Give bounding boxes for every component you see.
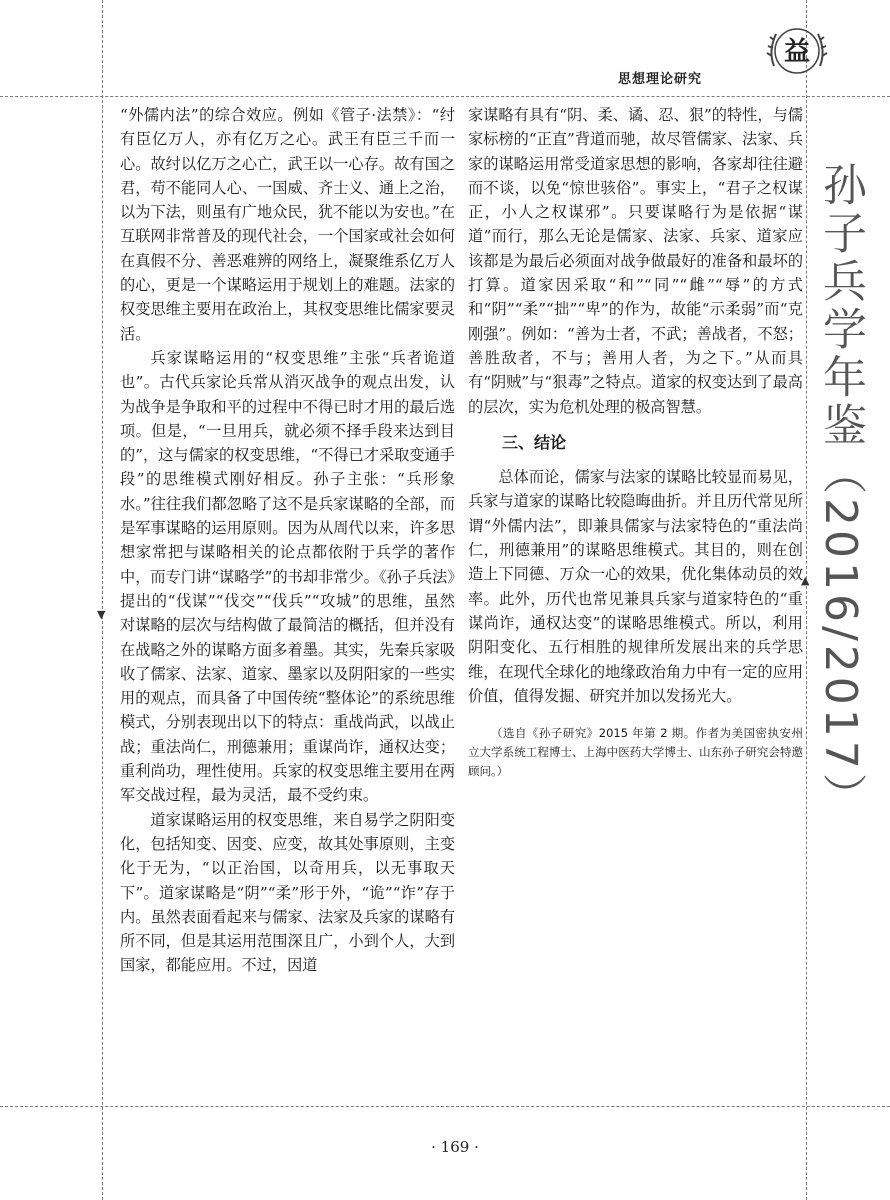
right-margin-guide: [806, 0, 807, 1200]
paragraph-continuation: 家谋略有具有“阴、柔、谲、忍、狠”的特性，与儒家标榜的“正直”背道而驰，故尽管儒家、法家、兵家的谋略运用常受道家思想的影响，各家却往往避而不谈，以免“惊世骇俗”。事实上，“君子之权谋正，小人之权谋邪”。只要谋略行为是依据“谋道”而行，那么无论是儒家、法家、兵家、道家应该都是为最后必须面对战争做最好的准备和最坏的打算。道家因采取“和”“同”“雌”“辱”的方式和“阴”“柔”“拙”“卑”的作为，故能“示柔弱”而“克刚强”。例如：“善为士者，不武；善战者，不怒；善胜敌者，不与；善用人者，为之下。”从而具有“阴贼”与“狠毒”之特点。道家的权变达到了最高的层次，实为危机处理的极高智慧。: [468, 106, 803, 416]
yearbook-side-title: 孙子兵学年鉴（2016/2017）: [815, 162, 866, 821]
paragraph-2: 兵家谋略运用的“权变思维”主张“兵者诡道也”。古代兵家论兵常从消灭战争的观点出发，认为战争是争取和平的过程中不得已时才用的最后选项。但是，“一旦用兵，就必须不择手段来达到目的”，这与儒家的权变思维，“不得已才采取变通手段”的思维模式刚好相反。孙子主张：“兵形象水。”往往我们都忽略了这不是兵家谋略的全部，而是军事谋略的运用原则。因为从周代以来，许多思想家常把与谋略相关的论点都依附于兵学的著作中，而专门讲“谋略学”的书却非常少。《孙子兵法》提出的“伐谋”“伐交”“伐兵”“攻城”的思维，虽然对谋略的层次与结构做了最简洁的概括，但并没有在战略之外的谋略方面多着墨。其实，先秦兵家吸收了儒家、法家、道家、墨家以及阴阳家的一些实用的观点，而具备了中国传统“整体论”的系统思维模式，分别表现出以下的特点：重战尚武，以战止战；重法尚仁，刑德兼用；重谋尚诈，通权达变；重利尚功，理性使用。兵家的权变思维主要用在两军交战过程，最为灵活，最不受约束。: [120, 348, 455, 805]
paragraph-3: 道家谋略运用的权变思维，来自易学之阴阳变化，包括知变、因变、应变，故其处事原则，主变化于无为，“以正治国，以奇用兵，以无事取天下”。道家谋略是“阴”“柔”形于外，“诡”“诈”存于内。虽然表面看起来与儒家、法家及兵家的谋略有所不同，但是其运用范围深且广，小到个人，大到国家，都能应用。不过，因道: [120, 810, 455, 975]
paragraph-1: “外儒内法”的综合效应。例如《管子·法禁》：“纣有臣亿万人，亦有亿万之心。武王有臣三千而一心。故纣以亿万之心亡，武王以一心存。故有国之君，苟不能同人心、一国威、齐士义、通上之治，以为下法，则虽有广地众民，犹不能以为安也。”在互联网非常普及的现代社会，一个国家或社会如何在真假不分、善恶难辨的网络上，凝聚维系亿万人的心，更是一个谋略运用于规划上的难题。法家的权变思维主要用在政治上，其权变思维比儒家要灵活。: [120, 106, 455, 343]
left-margin-guide: [102, 0, 103, 1200]
laurel-emblem-icon: [762, 16, 832, 86]
page-number: · 169 ·: [431, 1138, 479, 1156]
source-note: （选自《孙子研究》2015 年第 2 期。作者为美国密执安州立大学系统工程博士、上海中医药大学博士、山东孙子研究会特邀顾问。）: [468, 726, 803, 779]
conclusion-paragraph: 总体而论，儒家与法家的谋略比较显而易见，兵家与道家的谋略比较隐晦曲折。并且历代常见所谓“外儒内法”，即兼具儒家与法家特色的“重法尚仁，刑德兼用”的谋略思维模式。其目的，则在创造上下同德、万众一心的效果，优化集体动员的效率。此外，历代也常见兼具兵家与道家特色的“重谋尚诈，通权达变”的谋略思维模式。所以，利用阴阳变化、五行相胜的规律所发展出来的兵学思维，在现代全球化的地缘政治角力中有一定的应用价值，值得发掘、研究并加以发扬光大。: [468, 468, 803, 705]
header-divider: [0, 96, 890, 97]
arrow-down-marker-icon: ▼: [97, 608, 106, 621]
emblem-character: 益: [783, 37, 811, 67]
left-text-column: [120, 103, 455, 978]
arrow-up-marker-icon: ▲: [801, 574, 810, 587]
footer-divider: [0, 1106, 890, 1107]
journal-section-title: 思想理论研究: [618, 72, 703, 87]
section-heading: 三、结论: [502, 432, 567, 452]
right-text-column: [468, 103, 803, 781]
